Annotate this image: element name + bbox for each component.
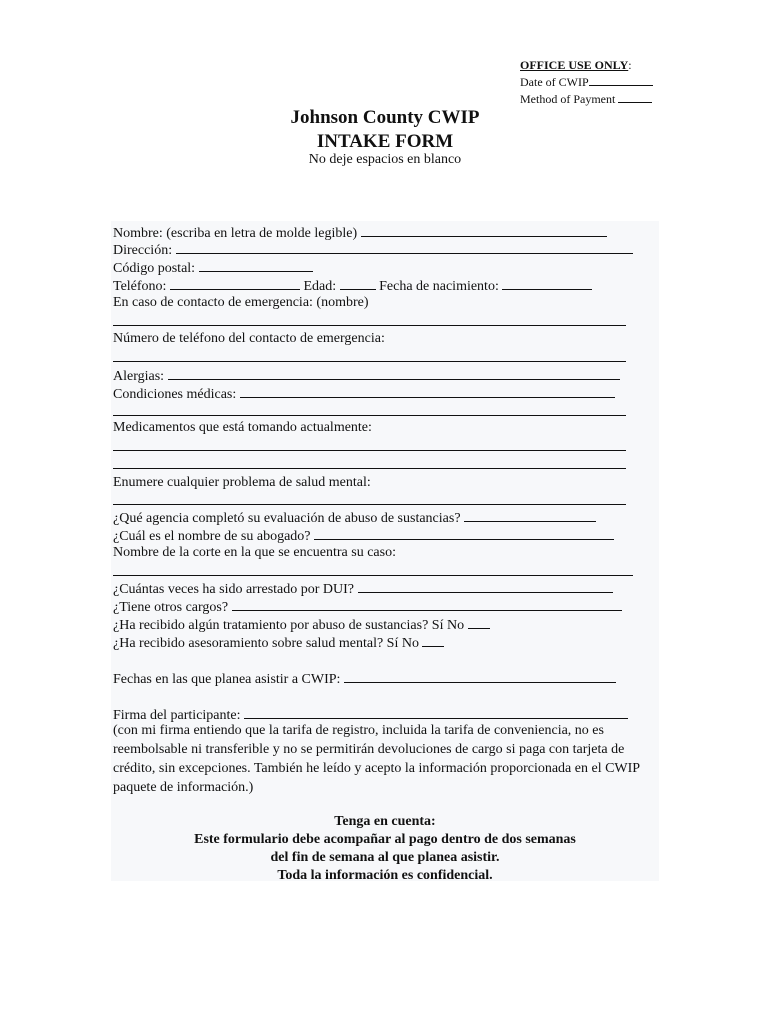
row-agencia [113, 508, 596, 527]
nombre-field[interactable] [361, 223, 607, 237]
row-tel-emergencia [113, 330, 385, 347]
corte-field[interactable] [113, 575, 633, 576]
direccion-field[interactable] [176, 240, 633, 254]
fecha-nacimiento-field[interactable] [502, 276, 592, 290]
fechas-cwip-field[interactable] [344, 669, 616, 683]
tratamiento-field[interactable] [468, 615, 490, 629]
alergias-field[interactable] [168, 366, 620, 380]
abogado-field[interactable] [314, 526, 614, 540]
notice-line-4: Toda la información es confidencial. [277, 868, 493, 883]
direccion-label: Dirección: [113, 243, 173, 258]
corte-label: Nombre de la corte en la que se encuentra su caso: [113, 545, 396, 560]
row-medicamentos [113, 419, 372, 436]
nombre-label: Nombre: (escriba en letra de molde legible) [113, 226, 358, 241]
row-corte [113, 544, 396, 561]
notice-line-3: del fin de semana al que planea asistir. [270, 850, 500, 865]
row-direccion [113, 240, 633, 259]
method-of-payment-label: Method of Payment [520, 92, 616, 106]
otros-cargos-label: ¿Tiene otros cargos? [113, 600, 229, 615]
row-alergias [113, 366, 620, 385]
tel-emergencia-label: Número de teléfono del contacto de emergencia: [113, 331, 385, 346]
salud-mental-field[interactable] [113, 504, 626, 505]
row-condiciones [113, 384, 615, 403]
form-title: Johnson County CWIP [290, 107, 480, 128]
row-abogado [113, 526, 614, 545]
medicamentos-label: Medicamentos que está tomando actualmente: [113, 420, 372, 435]
asesoramiento-label: ¿Ha recibido asesoramiento sobre salud mental? Sí No [113, 636, 419, 651]
tel-emergencia-field[interactable] [113, 361, 626, 362]
edad-field[interactable] [340, 276, 376, 290]
row-emergencia [113, 294, 369, 311]
emergencia-field[interactable] [113, 325, 626, 326]
row-tratamiento [113, 615, 490, 634]
condiciones-field[interactable] [240, 384, 615, 398]
condiciones-field-line2[interactable] [113, 415, 626, 416]
office-use-block [520, 57, 653, 107]
salud-mental-label: Enumere cualquier problema de salud mental: [113, 475, 371, 490]
row-asesoramiento [113, 633, 444, 652]
firma-disclaimer: (con mi firma entiendo que la tarifa de registro, incluida la tarifa de conveniencia, no es reembolsable ni transferible y no se permitirán devoluciones de cargo si paga con tarjeta de crédito, sin excepciones. También he leído y acepto la información proporcionada en el CWIP paquete de información.) [113, 723, 640, 795]
date-of-cwip-label: Date of CWIP [520, 75, 589, 89]
agencia-field[interactable] [464, 508, 596, 522]
fechas-cwip-label: Fechas en las que planea asistir a CWIP: [113, 672, 341, 687]
agencia-label: ¿Qué agencia completó su evaluación de abuso de sustancias? [113, 511, 461, 526]
dui-label: ¿Cuántas veces ha sido arrestado por DUI? [113, 582, 355, 597]
row-otros-cargos [113, 597, 622, 616]
asesoramiento-field[interactable] [422, 633, 444, 647]
dui-field[interactable] [358, 579, 613, 593]
alergias-label: Alergias: [113, 369, 165, 384]
office-use-title: OFFICE USE ONLY [520, 58, 629, 72]
telefono-label: Teléfono: [113, 279, 167, 294]
emergencia-label: En caso de contacto de emergencia: (nombre) [113, 295, 369, 310]
row-salud-mental [113, 474, 371, 491]
row-fechas-cwip [113, 669, 616, 688]
fecha-nacimiento-label: Fecha de nacimiento: [379, 279, 499, 294]
codigo-postal-field[interactable] [199, 258, 313, 272]
tratamiento-label: ¿Ha recibido algún tratamiento por abuso de sustancias? Sí No [113, 618, 465, 633]
abogado-label: ¿Cuál es el nombre de su abogado? [113, 529, 311, 544]
firma-field[interactable] [244, 705, 628, 719]
form-note: No deje espacios en blanco [308, 152, 462, 167]
row-dui [113, 579, 613, 598]
form-subtitle: INTAKE FORM [316, 131, 454, 152]
notice-heading: Tenga en cuenta: [334, 814, 436, 829]
edad-label: Edad: [303, 279, 337, 294]
condiciones-label: Condiciones médicas: [113, 387, 237, 402]
codigo-postal-label: Código postal: [113, 261, 196, 276]
date-of-cwip-field[interactable] [589, 73, 653, 86]
otros-cargos-field[interactable] [232, 597, 622, 611]
office-use-colon: : [628, 58, 632, 72]
notice-line-2: Este formulario debe acompañar al pago dentro de dos semanas [194, 832, 576, 847]
row-codigo [113, 258, 313, 277]
firma-label: Firma del participante: [113, 708, 241, 723]
row-telefono [113, 276, 592, 295]
method-of-payment-field[interactable] [618, 90, 652, 103]
medicamentos-field-line1[interactable] [113, 450, 626, 451]
telefono-field[interactable] [170, 276, 300, 290]
medicamentos-field-line2[interactable] [113, 468, 626, 469]
